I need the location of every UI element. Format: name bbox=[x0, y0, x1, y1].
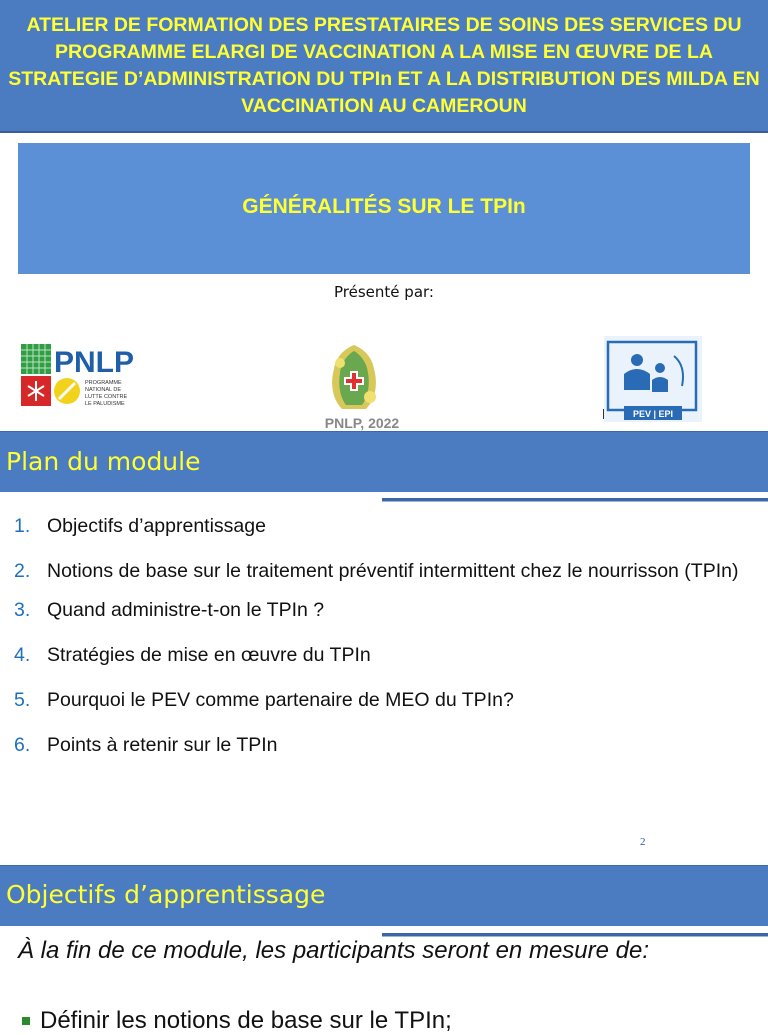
workshop-title: ATELIER DE FORMATION DES PRESTATAIRES DE SOINS DES SERVICES DU PROGRAMME ELARGI DE VACCINATION A LA MISE EN ŒUVRE DE LA STRATEGIE D’ADMINISTRATION DU TPIn ET A LA DISTRIBUTION DES MILDA EN VACCINATION AU CAMEROUN bbox=[8, 14, 760, 117]
plan-item-number: 5. bbox=[14, 689, 31, 711]
year-caption: PNLP, 2022 bbox=[324, 415, 400, 431]
plan-item-3 bbox=[14, 599, 754, 621]
pnlp-logo bbox=[21, 344, 145, 408]
plan-item-6 bbox=[14, 734, 754, 756]
separator-tick bbox=[603, 409, 604, 419]
pnlp-line-2: NATIONAL DE bbox=[85, 387, 122, 393]
plan-item-4 bbox=[14, 644, 754, 666]
objective-item-1: Définir les notions de base sur le TPIn; bbox=[40, 1007, 452, 1034]
plan-item-5 bbox=[14, 689, 754, 711]
plan-item-text: Quand administre-t-on le TPIn ? bbox=[47, 599, 325, 621]
plan-item-number: 1. bbox=[14, 515, 31, 537]
plan-item-text: Stratégies de mise en œuvre du TPIn bbox=[47, 644, 371, 666]
module-subtitle: GÉNÉRALITÉS SUR LE TPIn bbox=[242, 195, 526, 218]
plan-item-number: 4. bbox=[14, 644, 31, 666]
pnlp-line-1: PROGRAMME bbox=[85, 380, 122, 386]
plan-item-number: 6. bbox=[14, 734, 31, 756]
presented-by-label: Présenté par: bbox=[334, 283, 434, 301]
pnlp-wordmark: PNLP bbox=[54, 346, 135, 379]
plan-decorative-line bbox=[382, 498, 768, 501]
plan-item-2 bbox=[14, 552, 754, 591]
objectives-decorative-line bbox=[382, 933, 768, 936]
objectives-heading: Objectifs d’apprentissage bbox=[6, 880, 326, 909]
plan-item-number: 2. bbox=[14, 560, 31, 582]
objectives-intro: À la fin de ce module, les participants seront en mesure de: bbox=[18, 937, 650, 964]
plan-heading: Plan du module bbox=[6, 447, 201, 476]
plan-item-text: Points à retenir sur le TPIn bbox=[47, 734, 278, 756]
cameroon-emblem-logo bbox=[326, 343, 382, 411]
plan-item-text: Notions de base sur le traitement préventif intermittent chez le nourrisson (TPIn) bbox=[47, 560, 739, 582]
plan-item-text: Objectifs d’apprentissage bbox=[47, 515, 266, 537]
page-number: 2 bbox=[640, 836, 646, 848]
plan-item-text: Pourquoi le PEV comme partenaire de MEO du TPIn? bbox=[47, 689, 514, 711]
plan-list bbox=[14, 515, 754, 756]
pnlp-line-3: LUTTE CONTRE bbox=[85, 394, 128, 400]
pev-epi-logo bbox=[604, 336, 702, 422]
pnlp-line-4: LE PALUDISME bbox=[85, 401, 125, 407]
pev-epi-label: PEV | EPI bbox=[632, 409, 674, 419]
plan-item-1 bbox=[14, 515, 754, 537]
plan-item-number: 3. bbox=[14, 599, 31, 621]
